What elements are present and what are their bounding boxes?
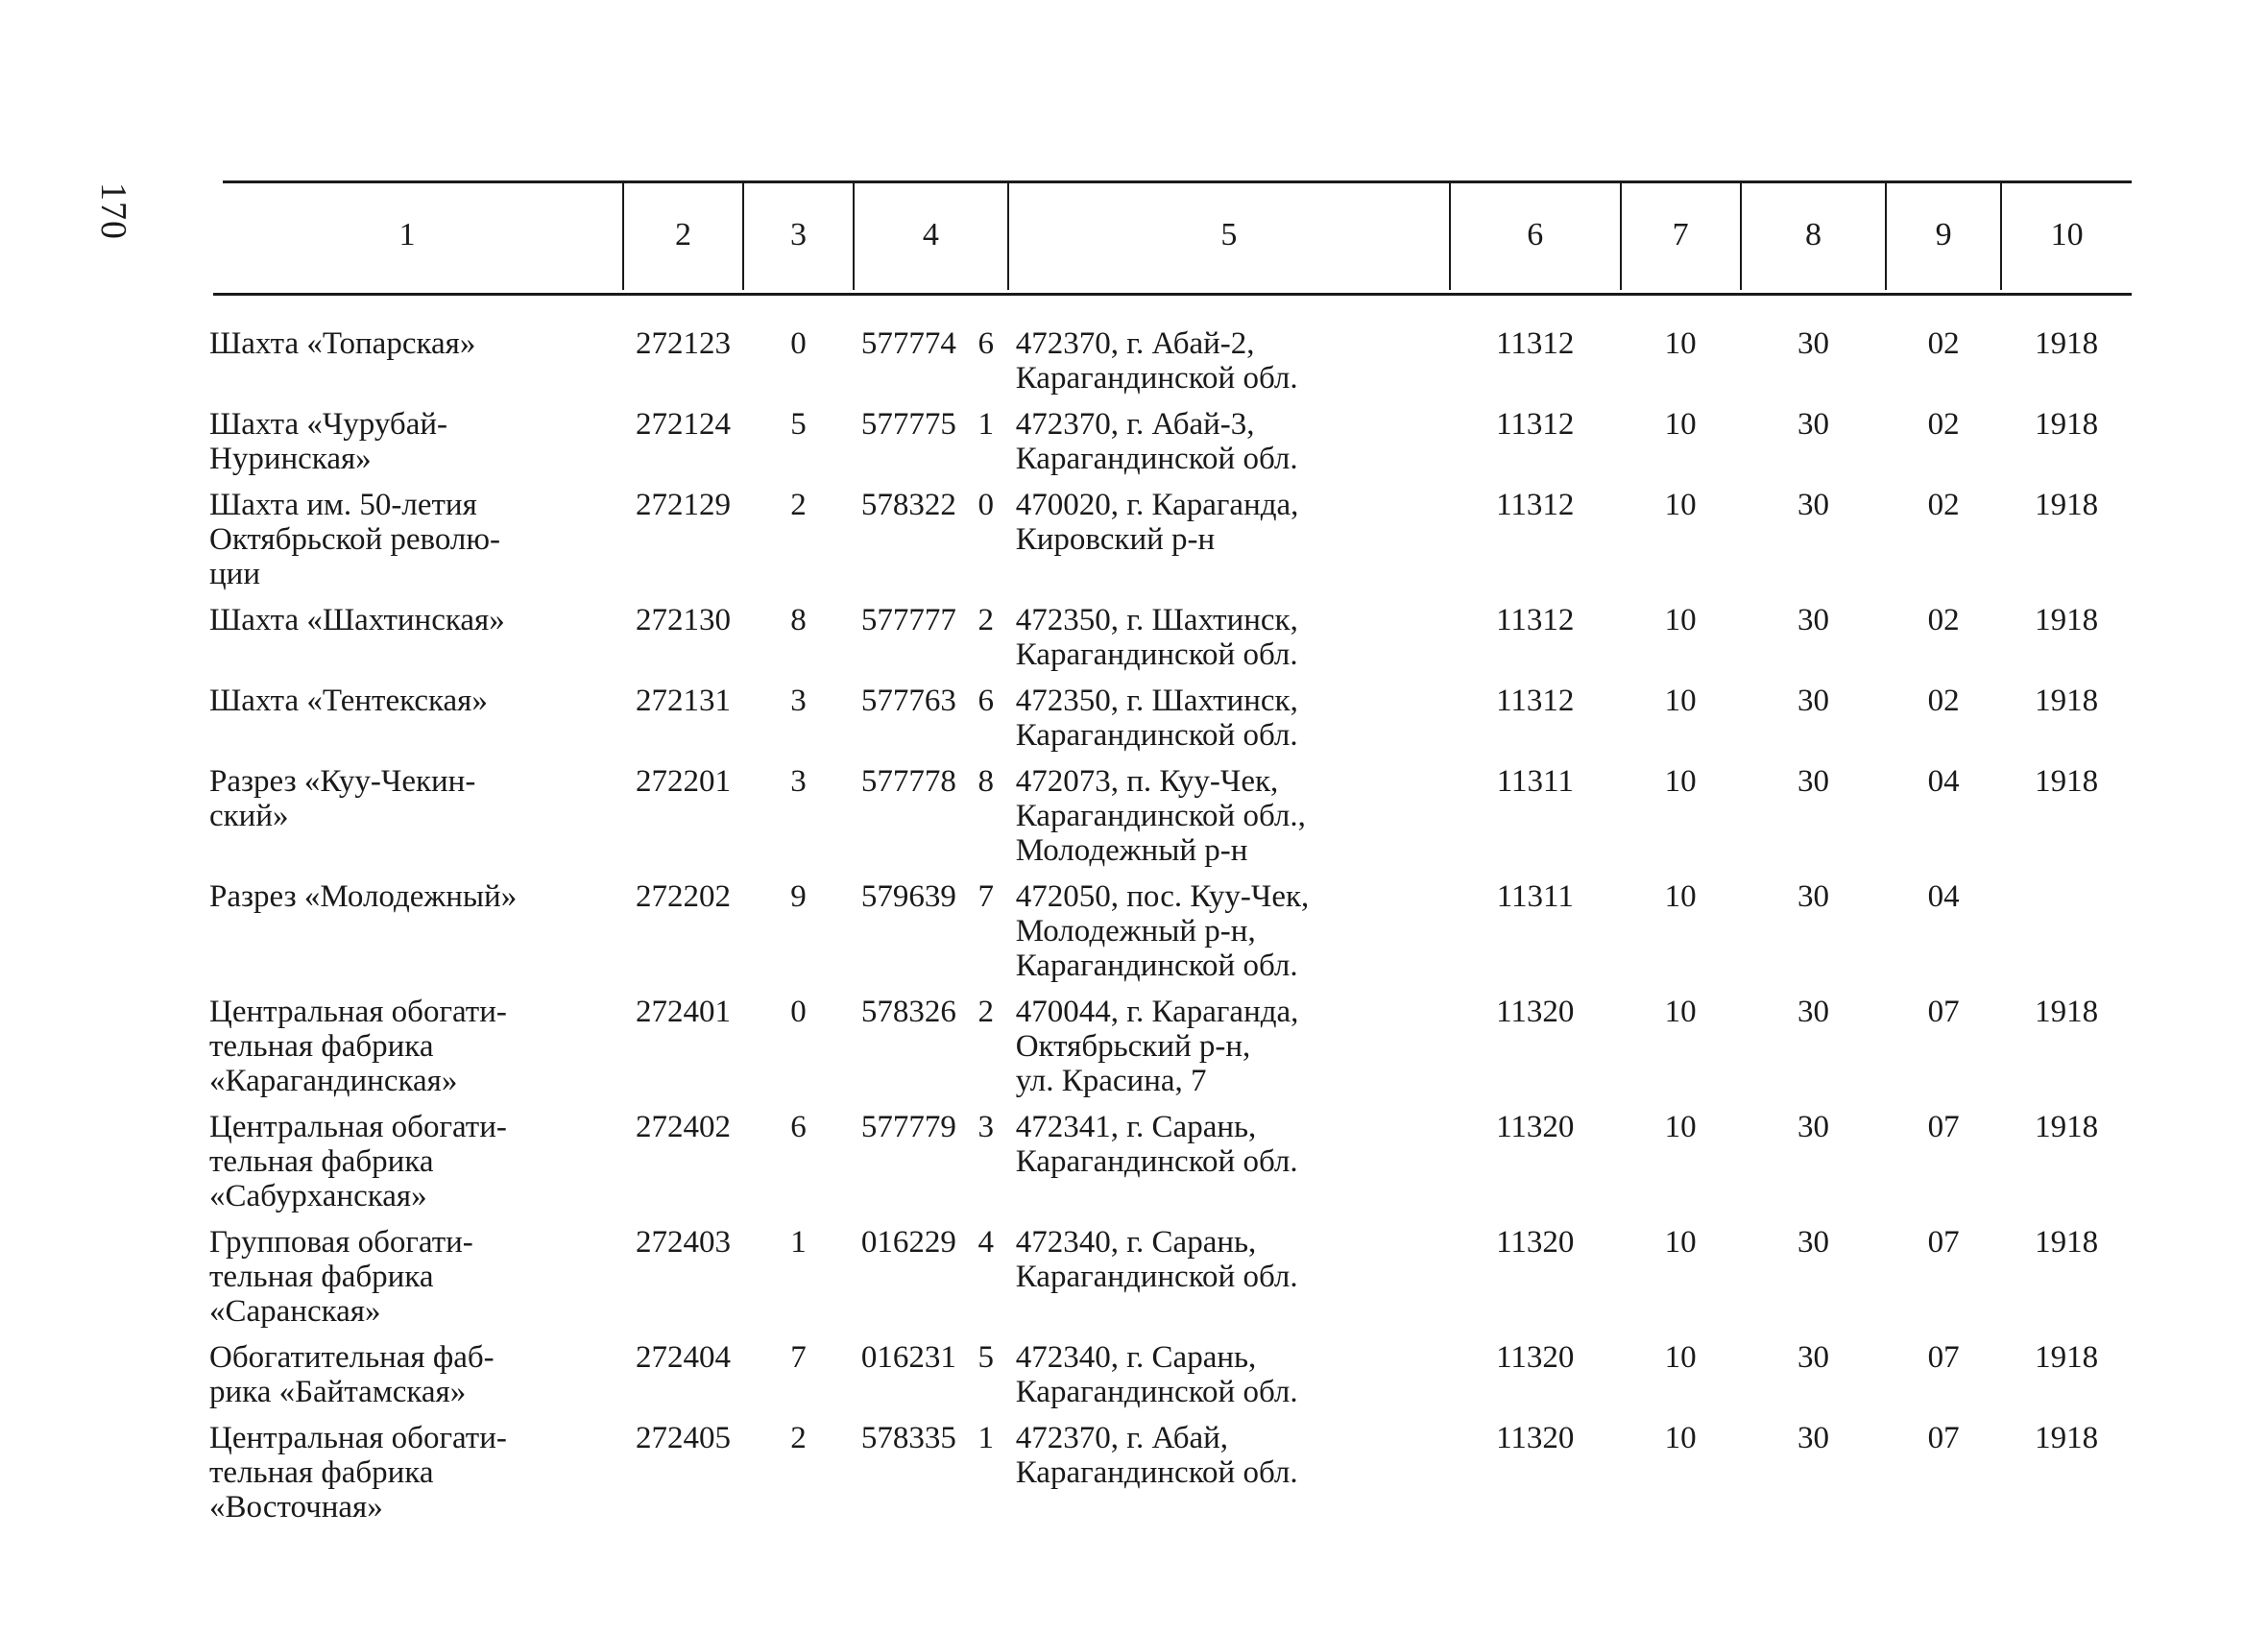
table-row (192, 764, 2132, 879)
code-col-7: 10 (1664, 1110, 1697, 1144)
address-line: Карагандинской обл. (1015, 1455, 1298, 1490)
code-col-10: 1918 (2035, 488, 2099, 522)
enterprise-name (192, 879, 623, 995)
code-col-3: 1 (790, 1225, 807, 1260)
code-col-3: 2 (790, 488, 807, 522)
table-row (192, 684, 2132, 764)
address (1008, 1421, 1450, 1536)
enterprise-name-line: Центральная обогати- (209, 1421, 507, 1455)
header-col-1: 1 (398, 217, 416, 252)
code-col-3: 5 (790, 407, 807, 442)
address (1008, 488, 1450, 603)
enterprise-name (192, 1225, 623, 1340)
enterprise-name-line: Октябрьской револю- (209, 522, 501, 557)
address-line: 470044, г. Караганда, (1015, 995, 1299, 1029)
code-col-3: 6 (790, 1110, 807, 1144)
header-col-10: 10 (2001, 180, 2132, 290)
header-col-5: 5 (1008, 180, 1450, 290)
code-col-2: 272124 (636, 407, 731, 442)
enterprise-name-line: Нуринская» (209, 442, 372, 476)
table-body (192, 290, 2132, 1536)
address-line: 472370, г. Абай-3, (1015, 407, 1255, 442)
code-col-9: 04 (1927, 879, 1960, 914)
code-col-8: 30 (1797, 1110, 1829, 1144)
enterprise-name-line: Разрез «Куу-Чекин- (209, 764, 476, 799)
check-digit-col-4: 4 (977, 1225, 994, 1260)
code-col-9: 07 (1927, 995, 1960, 1029)
check-digit-col-4: 0 (977, 488, 994, 522)
check-digit-col-4: 1 (977, 1421, 994, 1455)
code-col-7: 10 (1664, 1340, 1697, 1375)
enterprise-name (192, 407, 623, 488)
code-col-3: 7 (790, 1340, 807, 1375)
address-line: Карагандинской обл. (1015, 361, 1298, 396)
check-digit-col-4: 5 (977, 1340, 994, 1375)
code-col-4: 577774 (860, 326, 956, 361)
code-col-4: 016231 (860, 1340, 956, 1375)
enterprise-name-line: Центральная обогати- (209, 1110, 507, 1144)
code-col-2: 272201 (636, 764, 731, 799)
header-col-7: 7 (1621, 180, 1741, 290)
check-digit-col-4: 3 (977, 1110, 994, 1144)
code-col-10: 1918 (2035, 1110, 2099, 1144)
check-digit-col-4: 1 (977, 407, 994, 442)
code-col-10: 1918 (2035, 326, 2099, 361)
code-col-10: 1918 (2035, 684, 2099, 718)
check-digit-col-4: 2 (977, 995, 994, 1029)
code-col-10: 1918 (2035, 995, 2099, 1029)
address-line: Карагандинской обл. (1015, 442, 1298, 476)
table-row (192, 290, 2132, 407)
code-col-4: 578335 (860, 1421, 956, 1455)
code-col-4: 016229 (860, 1225, 956, 1260)
code-col-8: 30 (1797, 764, 1829, 799)
table-row (192, 995, 2132, 1110)
code-col-2: 272129 (636, 488, 731, 522)
code-col-2: 272123 (636, 326, 731, 361)
enterprise-name-line: Центральная обогати- (209, 995, 507, 1029)
header-col-8: 8 (1741, 180, 1886, 290)
check-digit-col-4: 7 (977, 879, 994, 914)
code-col-6: 11320 (1496, 995, 1575, 1029)
code-col-4: 577775 (860, 407, 956, 442)
enterprise-name-line: тельная фабрика (209, 1455, 434, 1490)
address-line: Октябрьский р-н, (1015, 1029, 1251, 1064)
code-col-8: 30 (1797, 603, 1829, 637)
address-line: Карагандинской обл., (1015, 799, 1306, 833)
code-col-3: 8 (790, 603, 807, 637)
code-col-4: 577778 (860, 764, 956, 799)
table-row (192, 1340, 2132, 1421)
page-number: 170 (93, 182, 133, 240)
address (1008, 603, 1450, 684)
code-col-9: 04 (1927, 764, 1960, 799)
code-col-7: 10 (1664, 764, 1697, 799)
code-col-2: 272130 (636, 603, 731, 637)
code-col-2: 272405 (636, 1421, 731, 1455)
code-col-9: 02 (1927, 326, 1960, 361)
code-col-10: 1918 (2035, 603, 2099, 637)
check-digit-col-4: 6 (977, 684, 994, 718)
code-col-6: 11312 (1496, 488, 1575, 522)
enterprise-name (192, 603, 623, 684)
enterprise-name (192, 1421, 623, 1536)
code-col-8: 30 (1797, 1225, 1829, 1260)
header-col-4: 4 (854, 180, 1008, 290)
enterprise-name (192, 290, 623, 407)
code-col-9: 02 (1927, 488, 1960, 522)
address-line: 472350, г. Шахтинск, (1015, 603, 1298, 637)
data-table (192, 180, 2132, 1536)
code-col-4: 578326 (860, 995, 956, 1029)
enterprise-name-line: ский» (209, 799, 289, 833)
code-col-6: 11320 (1496, 1110, 1575, 1144)
check-digit-col-4: 8 (977, 764, 994, 799)
code-col-6: 11320 (1496, 1340, 1575, 1375)
address (1008, 1225, 1450, 1340)
address-line: Карагандинской обл. (1015, 718, 1298, 753)
code-col-9: 07 (1927, 1110, 1960, 1144)
table-row (192, 1110, 2132, 1225)
header-col-6: 6 (1450, 180, 1620, 290)
address-line: ул. Красина, 7 (1015, 1064, 1207, 1098)
code-col-3: 3 (790, 764, 807, 799)
table-row (192, 1421, 2132, 1536)
code-col-2: 272202 (636, 879, 731, 914)
address (1008, 684, 1450, 764)
address-line: 472340, г. Сарань, (1015, 1340, 1257, 1375)
code-col-9: 02 (1927, 684, 1960, 718)
address-line: 472340, г. Сарань, (1015, 1225, 1257, 1260)
code-col-10: 1918 (2035, 1225, 2099, 1260)
table-row (192, 879, 2132, 995)
address-line: Молодежный р-н, (1015, 914, 1256, 949)
address (1008, 1340, 1450, 1421)
code-col-8: 30 (1797, 488, 1829, 522)
check-digit-col-4: 6 (977, 326, 994, 361)
enterprise-name-line: Групповая обогати- (209, 1225, 473, 1260)
code-col-6: 11312 (1496, 407, 1575, 442)
address-line: 472050, пос. Куу-Чек, (1015, 879, 1310, 914)
code-col-6: 11320 (1496, 1225, 1575, 1260)
enterprise-name-line: тельная фабрика (209, 1144, 434, 1179)
table-row (192, 488, 2132, 603)
code-col-3: 9 (790, 879, 807, 914)
code-col-10: 1918 (2035, 1421, 2099, 1455)
code-col-9: 02 (1927, 603, 1960, 637)
enterprise-name-line: «Восточная» (209, 1490, 383, 1525)
code-col-3: 2 (790, 1421, 807, 1455)
address-line: 472370, г. Абай, (1015, 1421, 1229, 1455)
code-col-6: 11312 (1496, 326, 1575, 361)
code-col-3: 3 (790, 684, 807, 718)
address-line: 472350, г. Шахтинск, (1015, 684, 1298, 718)
code-col-6: 11311 (1496, 764, 1574, 799)
enterprise-name-line: Шахта «Шахтинская» (209, 603, 505, 637)
enterprise-name-line: «Саранская» (209, 1294, 381, 1329)
code-col-8: 30 (1797, 407, 1829, 442)
code-col-7: 10 (1664, 326, 1697, 361)
address-line: Молодежный р-н (1015, 833, 1248, 868)
code-col-7: 10 (1664, 1225, 1697, 1260)
header-col-9: 9 (1886, 180, 2001, 290)
code-col-7: 10 (1664, 995, 1697, 1029)
address-line: Карагандинской обл. (1015, 637, 1298, 672)
enterprise-name-line: «Сабурханская» (209, 1179, 427, 1213)
enterprise-name (192, 995, 623, 1110)
address (1008, 879, 1450, 995)
code-col-2: 272403 (636, 1225, 731, 1260)
address-line: Карагандинской обл. (1015, 1375, 1298, 1409)
table-row (192, 1225, 2132, 1340)
code-col-9: 07 (1927, 1340, 1960, 1375)
code-col-6: 11320 (1496, 1421, 1575, 1455)
address (1008, 407, 1450, 488)
code-col-7: 10 (1664, 603, 1697, 637)
header-row (192, 180, 2132, 290)
code-col-6: 11312 (1496, 684, 1575, 718)
code-col-8: 30 (1797, 879, 1829, 914)
header-col-2: 2 (623, 180, 743, 290)
code-col-7: 10 (1664, 407, 1697, 442)
enterprise-name (192, 1340, 623, 1421)
code-col-7: 10 (1664, 879, 1697, 914)
code-col-8: 30 (1797, 684, 1829, 718)
enterprise-name-line: Разрез «Молодежный» (209, 879, 518, 914)
enterprise-name-line: рика «Байтамская» (209, 1375, 467, 1409)
address-line: Кировский р-н (1015, 522, 1216, 557)
address (1008, 995, 1450, 1110)
enterprise-name (192, 764, 623, 879)
code-col-6: 11311 (1496, 879, 1574, 914)
code-col-3: 0 (790, 326, 807, 361)
code-col-2: 272401 (636, 995, 731, 1029)
code-col-8: 30 (1797, 1340, 1829, 1375)
code-col-6: 11312 (1496, 603, 1575, 637)
address (1008, 1110, 1450, 1225)
code-col-10: 1918 (2035, 764, 2099, 799)
table-row (192, 407, 2132, 488)
address-line: Карагандинской обл. (1015, 949, 1298, 983)
enterprise-name-line: ции (209, 557, 260, 591)
enterprise-name-line: «Карагандинская» (209, 1064, 458, 1098)
code-col-2: 272402 (636, 1110, 731, 1144)
check-digit-col-4: 2 (977, 603, 994, 637)
address-line: Карагандинской обл. (1015, 1260, 1298, 1294)
enterprise-name (192, 1110, 623, 1225)
code-col-10 (2001, 879, 2132, 995)
code-col-4: 578322 (860, 488, 956, 522)
enterprise-name (192, 684, 623, 764)
enterprise-name (192, 488, 623, 603)
header-col-3: 3 (743, 180, 854, 290)
enterprise-name-line: тельная фабрика (209, 1260, 434, 1294)
code-col-2: 272404 (636, 1340, 731, 1375)
code-col-3: 0 (790, 995, 807, 1029)
enterprise-name-line: Шахта им. 50-летия (209, 488, 477, 522)
code-col-8: 30 (1797, 326, 1829, 361)
code-col-7: 10 (1664, 1421, 1697, 1455)
code-col-4: 577779 (860, 1110, 956, 1144)
code-col-8: 30 (1797, 1421, 1829, 1455)
address-line: 470020, г. Караганда, (1015, 488, 1299, 522)
table-row (192, 603, 2132, 684)
code-col-4: 579639 (860, 879, 956, 914)
code-col-8: 30 (1797, 995, 1829, 1029)
code-col-9: 02 (1927, 407, 1960, 442)
code-col-9: 07 (1927, 1225, 1960, 1260)
address-line: 472370, г. Абай-2, (1015, 326, 1255, 361)
enterprise-name-line: Шахта «Чурубай- (209, 407, 447, 442)
code-col-7: 10 (1664, 488, 1697, 522)
address (1008, 764, 1450, 879)
code-col-4: 577763 (860, 684, 956, 718)
code-col-7: 10 (1664, 684, 1697, 718)
code-col-2: 272131 (636, 684, 731, 718)
enterprise-name-line: Шахта «Топарская» (209, 326, 476, 361)
address-line: 472341, г. Сарань, (1015, 1110, 1257, 1144)
code-col-10: 1918 (2035, 407, 2099, 442)
address (1008, 290, 1450, 407)
address-line: Карагандинской обл. (1015, 1144, 1298, 1179)
address-line: 472073, п. Куу-Чек, (1015, 764, 1279, 799)
enterprise-name-line: Шахта «Тентекская» (209, 684, 488, 718)
code-col-10: 1918 (2035, 1340, 2099, 1375)
enterprise-name-line: тельная фабрика (209, 1029, 434, 1064)
enterprise-name-line: Обогатительная фаб- (209, 1340, 495, 1375)
code-col-4: 577777 (860, 603, 956, 637)
code-col-9: 07 (1927, 1421, 1960, 1455)
